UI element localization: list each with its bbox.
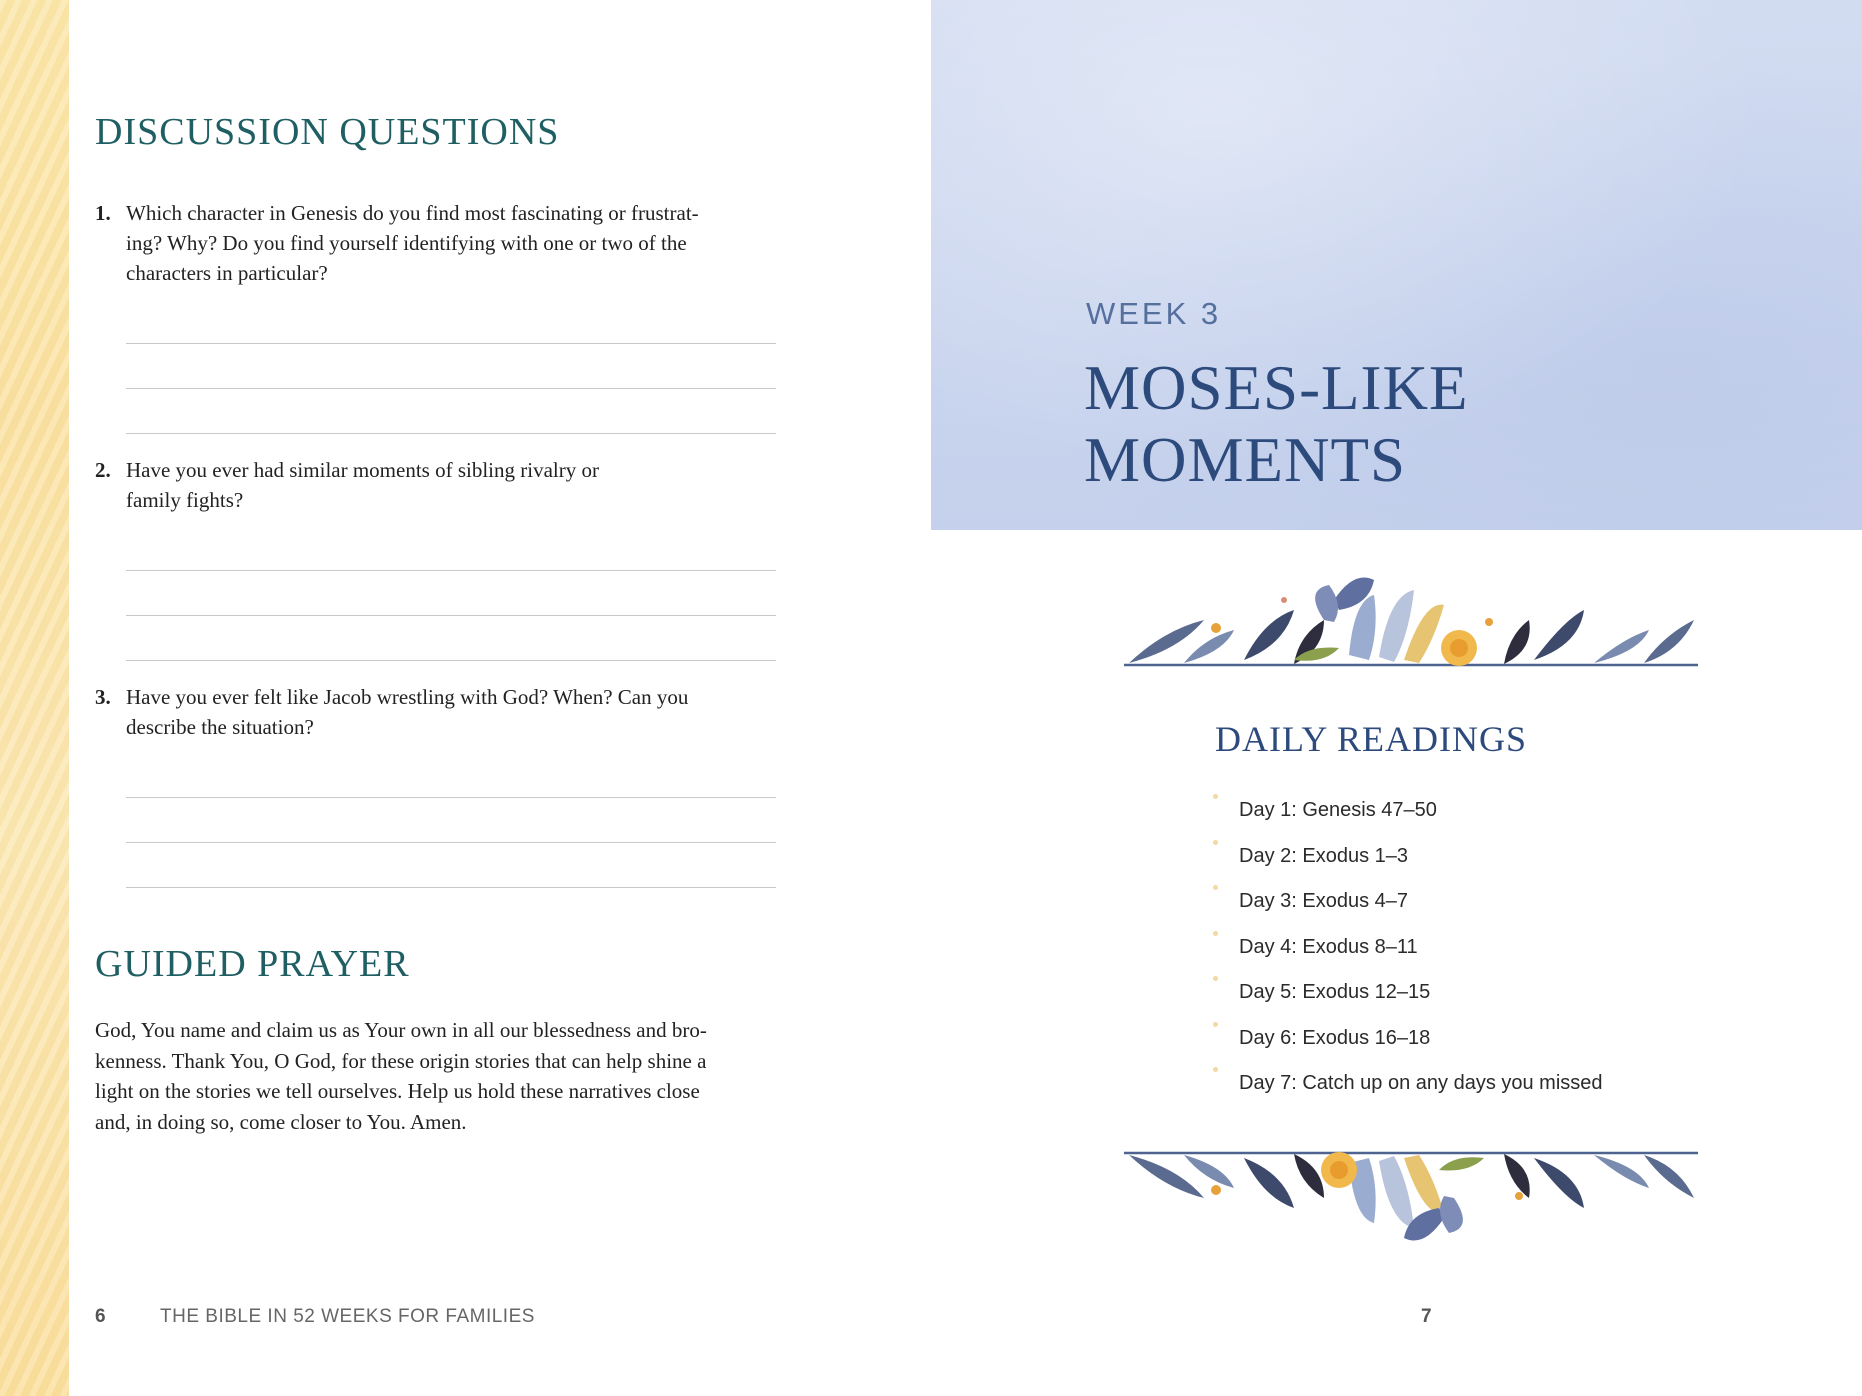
prayer-line: and, in doing so, come closer to You. Amen.: [95, 1109, 467, 1134]
reading-text: Day 7: Catch up on any days you missed: [1239, 1072, 1603, 1094]
chapter-title-line: MOMENTS: [1084, 425, 1407, 495]
chapter-title: [1084, 352, 1469, 496]
title-panel: [931, 0, 1862, 530]
chapter-title-line: MOSES-LIKE: [1084, 353, 1469, 423]
question-item: [95, 682, 755, 742]
question-text: [126, 455, 675, 515]
bullet-dot-icon: [1213, 885, 1218, 890]
question-line: Have you ever felt like Jacob wrestling with God? When? Can you: [126, 685, 689, 709]
question-line: describe the situation?: [126, 715, 314, 739]
question-number: 1.: [95, 201, 111, 225]
answer-line: [126, 615, 776, 616]
prayer-text: [95, 1015, 765, 1137]
reading-text: Day 1: Genesis 47–50: [1239, 799, 1437, 821]
reading-item: [1213, 1026, 1603, 1072]
question-item: [95, 198, 755, 288]
answer-line: [126, 660, 776, 661]
reading-item: [1213, 935, 1603, 981]
question-text: [126, 198, 755, 288]
bullet-dot-icon: [1213, 840, 1218, 845]
reading-text: Day 2: Exodus 1–3: [1239, 844, 1408, 867]
reading-item: [1213, 980, 1603, 1026]
running-title: THE BIBLE IN 52 WEEKS FOR FAMILIES: [160, 1306, 535, 1327]
guided-prayer-heading: GUIDED PRAYER: [95, 943, 410, 985]
answer-line: [126, 433, 776, 434]
question-text: [126, 682, 755, 742]
answer-line: [126, 343, 776, 344]
week-label: WEEK 3: [1086, 296, 1222, 331]
question-line: characters in particular?: [126, 261, 328, 285]
reading-text: Day 3: Exodus 4–7: [1239, 890, 1408, 912]
page-number-left: 6: [95, 1306, 106, 1327]
floral-ornament-top-icon: [1124, 560, 1698, 670]
bullet-dot-icon: [1213, 1067, 1218, 1072]
floral-ornament-bottom-icon: [1124, 1148, 1698, 1258]
prayer-line: God, You name and claim us as Your own in all our blessedness and bro-: [95, 1018, 707, 1042]
answer-line: [126, 570, 776, 571]
answer-line: [126, 388, 776, 389]
bullet-dot-icon: [1213, 1022, 1218, 1027]
answer-line: [126, 887, 776, 888]
question-line: Have you ever had similar moments of sibling rivalry or: [126, 458, 599, 482]
prayer-line: light on the stories we tell ourselves. Help us hold these narratives close: [95, 1079, 700, 1103]
question-item: [95, 455, 675, 515]
reading-text: Day 6: Exodus 16–18: [1239, 1026, 1431, 1049]
discussion-questions-heading: DISCUSSION QUESTIONS: [95, 111, 560, 153]
reading-item: [1213, 1071, 1603, 1117]
bullet-dot-icon: [1213, 931, 1218, 936]
page-number-right: 7: [1421, 1306, 1432, 1327]
question-line: ing? Why? Do you find yourself identifying with one or two of the: [126, 231, 687, 255]
question-number: 3.: [95, 685, 111, 709]
prayer-line: kenness. Thank You, O God, for these origin stories that can help shine a: [95, 1048, 707, 1073]
reading-item: [1213, 889, 1603, 935]
question-line: Which character in Genesis do you find most fascinating or frustrat-: [126, 201, 699, 225]
daily-readings-heading: DAILY READINGS: [1215, 719, 1528, 759]
answer-line: [126, 797, 776, 798]
answer-line: [126, 842, 776, 843]
reading-text: Day 4: Exodus 8–11: [1239, 935, 1418, 958]
reading-item: [1213, 844, 1603, 890]
right-page: [931, 0, 1862, 1396]
question-line: family fights?: [126, 488, 244, 512]
daily-readings-list: [1213, 798, 1603, 1117]
reading-text: Day 5: Exodus 12–15: [1239, 981, 1431, 1003]
bullet-dot-icon: [1213, 976, 1218, 981]
question-number: 2.: [95, 458, 111, 482]
gold-margin-band: [0, 0, 69, 1396]
bullet-dot-icon: [1213, 794, 1218, 799]
reading-item: [1213, 798, 1603, 844]
